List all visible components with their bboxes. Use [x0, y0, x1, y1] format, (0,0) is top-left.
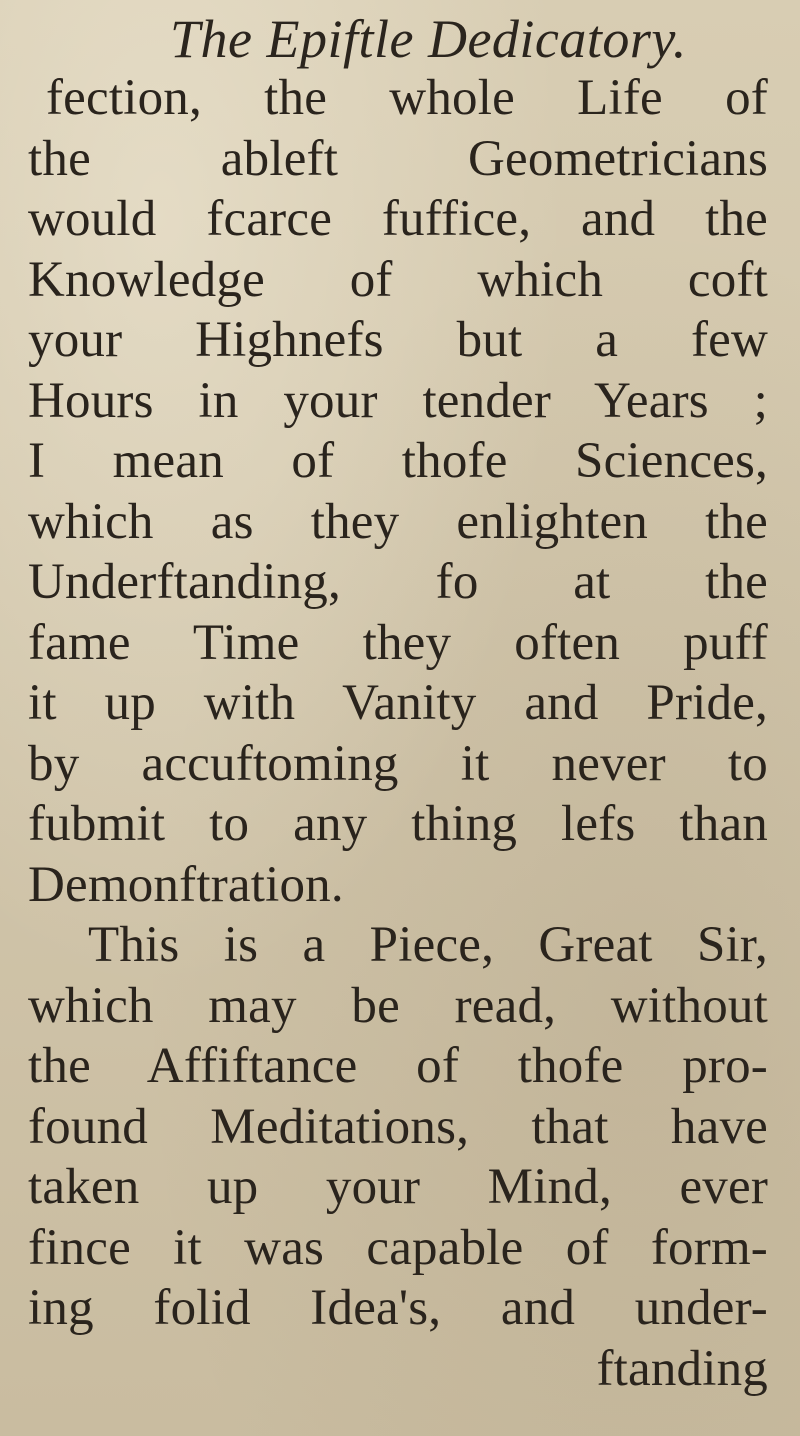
text-line: fection, the whole Life of — [46, 70, 768, 126]
text-line: I mean of thofe Sciences, — [28, 433, 768, 489]
text-line: by accuftoming it never to — [28, 735, 768, 792]
text-line: fince it was capable of form- — [28, 1219, 768, 1276]
text-line: which as they enlighten the — [28, 493, 768, 550]
text-body — [28, 68, 800, 1399]
catchword: ftanding — [596, 1340, 768, 1397]
text-line: taken up your Mind, ever — [28, 1159, 768, 1215]
text-line: Hours in your tender Years ; — [28, 372, 768, 429]
text-line: Demonftration. — [28, 856, 344, 913]
text-line: Underftanding, fo at the — [28, 554, 768, 610]
text-line: fame Time they often puff — [28, 614, 768, 671]
text-line: your Highnefs but a few — [28, 312, 768, 368]
text-line: it up with Vanity and Pride, — [28, 675, 768, 731]
text-line: the Affiftance of thofe pro- — [28, 1038, 768, 1094]
paragraph-start-line: This is a Piece, Great Sir, — [88, 917, 768, 973]
text-line: Knowledge of which coft — [28, 251, 768, 308]
text-line: which may be read, without — [28, 977, 768, 1034]
running-head: The Epiftle Dedicatory. — [170, 9, 687, 69]
text-line: found Meditations, that have — [28, 1098, 768, 1155]
text-line: ing folid Idea's, and under- — [28, 1280, 768, 1336]
text-line: fubmit to any thing lefs than — [28, 796, 768, 852]
text-line: would fcarce fuffice, and the — [28, 191, 768, 247]
text-line: the ableft Geometricians — [28, 130, 768, 187]
